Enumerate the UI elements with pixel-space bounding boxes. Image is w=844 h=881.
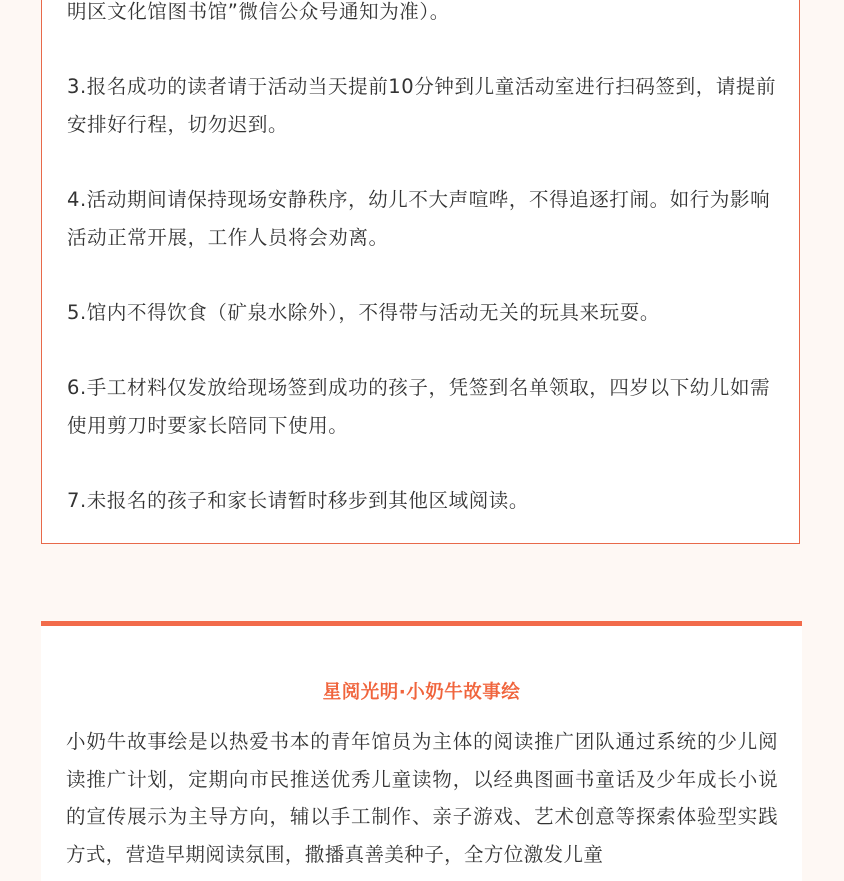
intro-paragraph: 小奶牛故事绘是以热爱书本的青年馆员为主体的阅读推广团队通过系统的少儿阅读推广计划，定期向市民推送优秀儿童读物，以经典图画书童话及少年成长小说的宣传展示为主导方向，辅以手工制作、亲子游戏、艺术创意等探索体验型实践方式，营造早期阅读氛围，撒播真善美种子，全方位激发儿童: [66, 730, 778, 866]
rule-4: 4.活动期间请保持现场安静秩序，幼儿不大声喧哗，不得追逐打闹。如行为影响活动正常开展，工作人员将会劝离。: [67, 188, 771, 249]
rule-2-continued: 明区文化馆图书馆”微信公众号通知为准）。: [67, 0, 450, 23]
section-title: 星阅光明·小奶牛故事绘: [322, 682, 521, 703]
story-intro-card: [41, 621, 802, 881]
rule-3: 3.报名成功的读者请于活动当天提前10分钟到儿童活动室进行扫码签到，请提前安排好行程，切勿迟到。: [67, 75, 777, 136]
rule-6: 6.手工材料仅发放给现场签到成功的孩子，凭签到名单领取，四岁以下幼儿如需使用剪刀时要家长陪同下使用。: [67, 376, 771, 437]
rule-7: 7.未报名的孩子和家长请暂时移步到其他区域阅读。: [67, 489, 530, 512]
activity-rules-box: [41, 0, 800, 544]
rule-5: 5.馆内不得饮食（矿泉水除外），不得带与活动无关的玩具来玩耍。: [67, 301, 660, 324]
